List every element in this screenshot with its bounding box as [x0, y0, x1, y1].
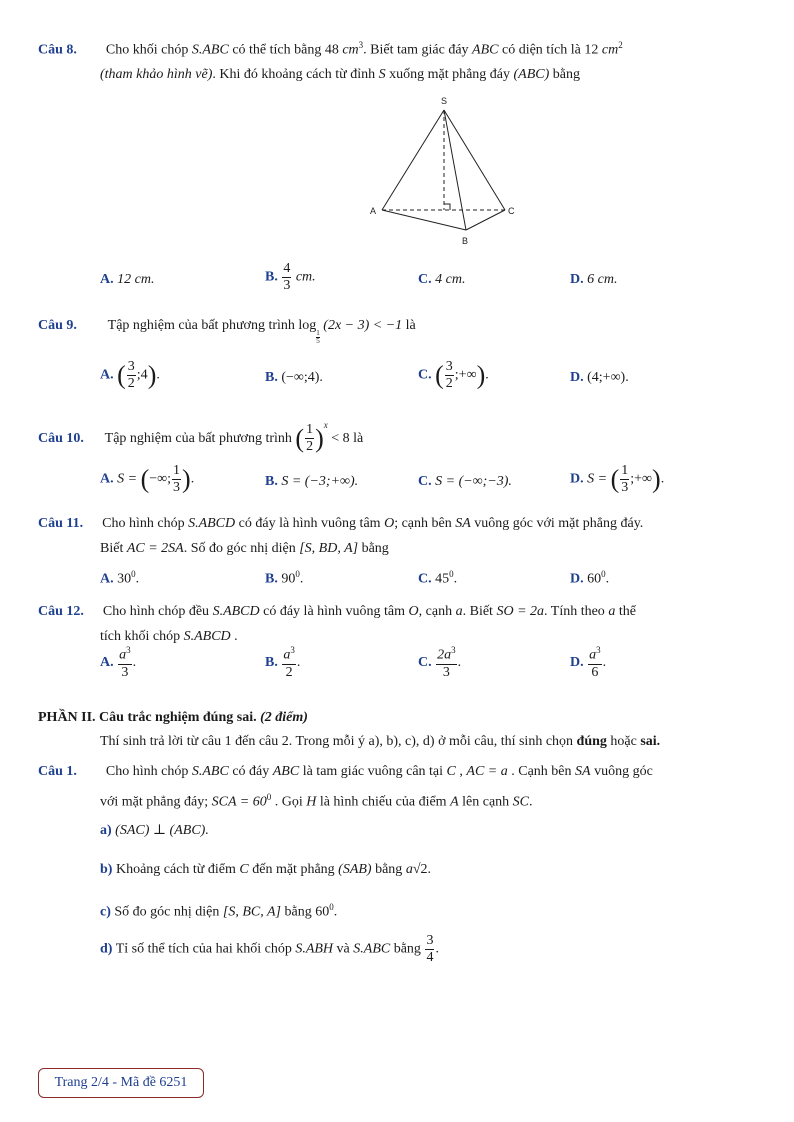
q9-number: Câu 9. — [38, 318, 77, 333]
q11-option-a[interactable]: A. $30^0$. — [100, 569, 140, 587]
log-symbol: log — [298, 318, 317, 333]
q8-text: S.ABC — [191, 42, 229, 58]
p2q1-item-b[interactable]: b) Khoảng cách từ điểm C đến mặt phẳng (SAB) bằng a√2. — [100, 862, 431, 877]
option-label: A. — [100, 471, 114, 487]
option-value: (4;+∞). — [587, 370, 629, 385]
option-label: D. — [570, 471, 584, 487]
option-label: B. — [265, 571, 278, 587]
q8-option-d[interactable] — [570, 272, 617, 288]
option-label: A. — [100, 367, 114, 383]
option-label: C. — [418, 571, 432, 587]
q8-text: Cho khối chóp — [105, 42, 192, 58]
q8-option-b[interactable] — [265, 262, 316, 293]
page-footer: Trang 2/4 - Mã đề 6251 — [38, 1068, 204, 1098]
q10-option-d[interactable]: D. S = ( $\frac{1}{3}$ ;+∞). — [570, 463, 665, 495]
q10-option-c[interactable] — [418, 474, 512, 490]
q9-line1 — [38, 318, 416, 345]
option-label: D. — [570, 370, 584, 385]
q8-option-c[interactable] — [418, 272, 465, 288]
q9-option-a[interactable]: A. ( $\frac{3}{2}$ ;4). — [100, 359, 160, 391]
q10-option-a[interactable]: A. S = (−∞; $\frac{1}{3}$ ). — [100, 463, 195, 495]
q11-number: Câu 11. — [38, 516, 84, 531]
q12-option-d[interactable]: D. $\frac{a^3}{6}$ . — [570, 645, 607, 680]
option-label: C. — [418, 655, 432, 671]
q8-text: có diện tích là 12 — [498, 42, 602, 58]
q12-number: Câu 12. — [38, 604, 84, 619]
q12-option-a[interactable]: A. $\frac{a^3}{3}$ . — [100, 645, 137, 680]
vertex-label-b: B — [462, 236, 469, 246]
p2q1-line2: với mặt phẳng đáy; SCA = $60^0$ . Gọi H là hình chiếu của điểm A lên cạnh SC. — [100, 792, 533, 810]
q12-option-b[interactable]: B. $\frac{a^3}{2}$ . — [265, 645, 301, 680]
q9-text: Tập nghiệm của bất phương trình — [107, 318, 295, 333]
q9-option-d[interactable] — [570, 370, 629, 386]
q8-text: có thể tích bằng 48 — [228, 42, 343, 58]
item-label: b) — [100, 862, 113, 877]
q12-line1: Câu 12. Cho hình chóp đều S.ABCD có đáy là hình vuông tâm O, cạnh a. Biết SO = 2a. Tính theo a thể — [38, 604, 636, 619]
q9-expression: (2x − 3) < −1 — [323, 318, 403, 333]
vertex-label-c: C — [508, 206, 515, 216]
option-label: B. — [265, 269, 278, 285]
p2q1-number: Câu 1. — [38, 764, 77, 779]
q11-line2: Biết AC = 2SA. Số đo góc nhị diện [S, BD, A] bằng — [100, 541, 389, 556]
q8-text: S — [378, 67, 386, 82]
fraction: $\frac{4}{3}$ — [283, 261, 291, 293]
q9-option-b[interactable] — [265, 370, 323, 386]
q11-option-b[interactable]: B. $90^0$. — [265, 569, 304, 587]
q10-rhs: < 8 — [331, 431, 350, 446]
p2q1-line1: Câu 1. Cho hình chóp S.ABC có đáy ABC là tam giác vuông cân tại C , AC = a . Cạnh bên SA vuông góc — [38, 764, 653, 779]
option-value: 12 cm. — [117, 272, 155, 287]
pyramid-figure — [360, 92, 530, 252]
q10-option-b[interactable] — [265, 474, 358, 490]
q9-option-c[interactable]: C. ( $\frac{3}{2}$ ;+∞). — [418, 359, 489, 391]
q11-line1: Câu 11. Cho hình chóp S.ABCD có đáy là hình vuông tâm O; cạnh bên SA vuông góc với mặt phẳng đáy. — [38, 516, 644, 531]
option-value: S = (−3;+∞). — [281, 474, 359, 489]
q12-option-c[interactable]: C. $\frac{2a^3}{3}$ . — [418, 645, 462, 680]
option-label: D. — [570, 272, 584, 287]
q10-number: Câu 10. — [38, 431, 84, 446]
option-label: B. — [265, 370, 278, 385]
q9-text: là — [405, 318, 416, 333]
q10-text: là — [353, 431, 364, 446]
option-label: B. — [265, 655, 278, 671]
option-label: B. — [265, 474, 278, 489]
q8-option-a[interactable] — [100, 272, 154, 288]
q8-exp: 2 — [618, 40, 623, 50]
q11-option-d[interactable]: D. $60^0$. — [570, 569, 610, 587]
option-label: A. — [100, 272, 114, 287]
item-label: a) — [100, 823, 112, 838]
q8-text: (tham khảo hình vẽ) — [100, 67, 213, 82]
q10-line1: Câu 10. Tập nghiệm của bất phương trình ( $\frac{1}{2}$ )$^x$ < 8 là — [38, 420, 364, 455]
p2q1-item-c[interactable]: c) Số đo góc nhị diện [S, BC, A] bằng $60^0$. — [100, 902, 338, 920]
q8-text: . Biết tam giác đáy — [363, 42, 473, 58]
item-label: d) — [100, 941, 113, 957]
q8-line1 — [38, 40, 623, 59]
p2q1-item-a[interactable]: a) (SAC) ⊥ (ABC). — [100, 823, 209, 838]
q11-option-c[interactable]: C. $45^0$. — [418, 569, 458, 587]
q12-line2: tích khối chóp S.ABCD . — [100, 629, 238, 644]
part2-title: PHẦN II. Câu trắc nghiệm đúng sai. (2 điểm) — [38, 710, 308, 725]
option-label: C. — [418, 367, 432, 383]
option-value: (−∞;4). — [281, 370, 323, 385]
q8-text: ABC — [472, 42, 499, 58]
part2-instructions: Thí sinh trả lời từ câu 1 đến câu 2. Trong mỗi ý a), b), c), d) ở mỗi câu, thí sinh chọn đúng hoặc sai. — [100, 734, 661, 749]
option-value: S = (−∞;−3). — [435, 474, 512, 489]
option-label: A. — [100, 655, 114, 671]
option-label: D. — [570, 571, 584, 587]
q8-exp: 3 — [358, 40, 364, 50]
p2q1-item-d[interactable]: d) Tỉ số thể tích của hai khối chóp S.ABH và S.ABC bằng $\frac{3}{4}$ . — [100, 933, 439, 965]
option-value: 4 cm. — [435, 272, 466, 287]
q8-unit: cm — [601, 42, 619, 58]
q8-text: xuống mặt phẳng đáy — [385, 67, 514, 82]
q8-text: (ABC) — [513, 67, 550, 82]
q8-text: bằng — [549, 67, 580, 82]
q8-unit: cm — [342, 42, 359, 58]
option-label: A. — [100, 571, 114, 587]
item-label: c) — [100, 904, 111, 920]
q8-text: . Khi đó khoảng cách từ đỉnh — [212, 67, 379, 82]
q8-number: Câu 8. — [38, 42, 77, 58]
q8-line2 — [100, 67, 580, 83]
vertex-label-a: A — [370, 206, 377, 216]
option-label: C. — [418, 272, 432, 287]
option-value: 6 cm. — [587, 272, 618, 287]
log-base: $\frac{1}{5}$ — [316, 329, 320, 345]
option-unit: cm. — [295, 269, 316, 285]
vertex-label-s: S — [441, 96, 448, 106]
option-label: C. — [418, 474, 432, 489]
option-label: D. — [570, 655, 584, 671]
q10-text: Tập nghiệm của bất phương trình — [104, 431, 292, 446]
